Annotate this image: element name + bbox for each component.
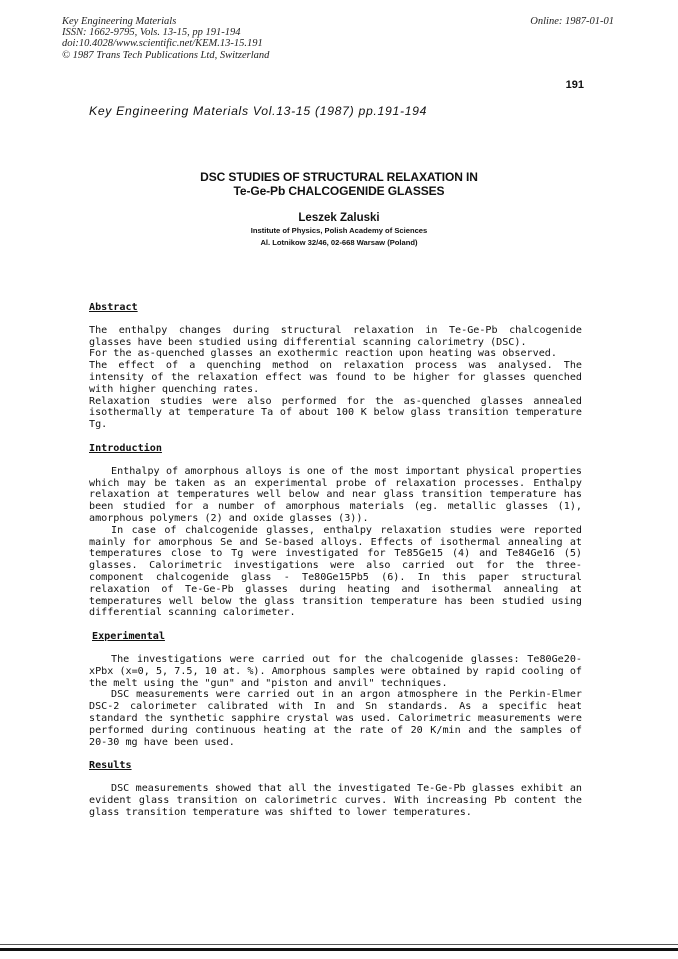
experimental-paragraph-1: The investigations were carried out for the chalcogenide glasses: Te80Ge20-xPbx (x=0, 5, 7.5, 10 at. %). Amorphous samples were obtained by rapid cooling of the melt using the "gun" and "piston and anvil" techniques. — [89, 653, 582, 689]
page-number: 191 — [565, 79, 584, 91]
paper-title-line-1: DSC STUDIES OF STRUCTURAL RELAXATION IN — [200, 170, 478, 184]
abstract-paragraph-2: For the as-quenched glasses an exothermic reaction upon heating was observed. — [89, 348, 557, 360]
experimental-heading: Experimental — [92, 631, 165, 643]
footer-rule — [0, 948, 678, 951]
title-block — [0, 170, 678, 247]
results-heading: Results — [89, 760, 132, 772]
issn-line: ISSN: 1662-9795, Vols. 13-15, pp 191-194 — [62, 27, 241, 39]
abstract-paragraph-1: The enthalpy changes during structural relaxation in Te-Ge-Pb chalcogenide glasses have been studied using differential scanning calorimetry (DSC). — [89, 324, 582, 348]
online-date: Online: 1987-01-01 — [530, 16, 614, 27]
introduction-paragraph-1: Enthalpy of amorphous alloys is one of the most important physical properties which may be taken as an experimental probe of relaxation processes. Enthalpy relaxation at temperatures well below and near glass transition temperature has been studied for a number of amorphous materials (eg. metallic glasses (1), amorphous polymers (2) and oxide glasses (3)). — [89, 465, 582, 524]
paper-title-line-2: Te-Ge-Pb CHALCOGENIDE GLASSES — [233, 184, 445, 198]
affiliation-line-2: Al. Lotnikow 32/46, 02-668 Warsaw (Poland) — [260, 237, 418, 247]
paper-body — [89, 302, 582, 818]
publication-header — [62, 16, 269, 61]
abstract-paragraph-3: The effect of a quenching method on relaxation process was analysed. The intensity of the relaxation effect was found to be higher for glasses quenched with higher quenching rates. — [89, 360, 582, 395]
copyright-line: © 1987 Trans Tech Publications Ltd, Switzerland — [62, 49, 270, 61]
journal-citation-line: Key Engineering Materials Vol.13-15 (1987) pp.191-194 — [89, 104, 428, 118]
results-paragraph-1: DSC measurements showed that all the investigated Te-Ge-Pb glasses exhibit an evident glass transition on calorimetric curves. With increasing Pb content the glass transition temperature was shifted to lower temperatures. — [89, 783, 582, 818]
footer-rule-thin — [0, 944, 678, 945]
author-name: Leszek Zaluski — [298, 212, 380, 224]
introduction-heading: Introduction — [89, 442, 162, 454]
doi-line: doi:10.4028/www.scientific.net/KEM.13-15.191 — [62, 38, 263, 50]
experimental-paragraph-2: DSC measurements were carried out in an argon atmosphere in the Perkin-Elmer DSC-2 calorimeter calibrated with In and Sn standards. As a specific heat standard the synthetic sapphire crystal was used. Calorimetric measurements were performed during continuous heating at the rate of 20 K/min and the samples of 20-30 mg have been used. — [89, 689, 582, 748]
introduction-paragraph-2: In case of chalcogenide glasses, enthalpy relaxation studies were reported mainly for amorphous Se and Se-based alloys. Effects of isothermal annealing at temperatures close to Tg were investigated for Te85Ge15 (4) and Te84Ge16 (5) glasses. Calorimetric investigations were also carried out for the three-component chalcogenide glass - Te80Ge15Pb5 (6). In this paper structural relaxation of Te-Ge-Pb glasses during heating and isothermal annealing at temperatures well below the glass transition temperature has been studied using differential scanning calorimeter. — [89, 524, 582, 619]
affiliation-line-1: Institute of Physics, Polish Academy of Sciences — [250, 226, 428, 235]
abstract-paragraph-4: Relaxation studies were also performed for the as-quenched glasses annealed isothermally at temperature Ta of about 100 K below glass transition temperature Tg. — [89, 395, 582, 431]
journal-name: Key Engineering Materials — [62, 16, 177, 27]
abstract-heading: Abstract — [89, 302, 138, 313]
